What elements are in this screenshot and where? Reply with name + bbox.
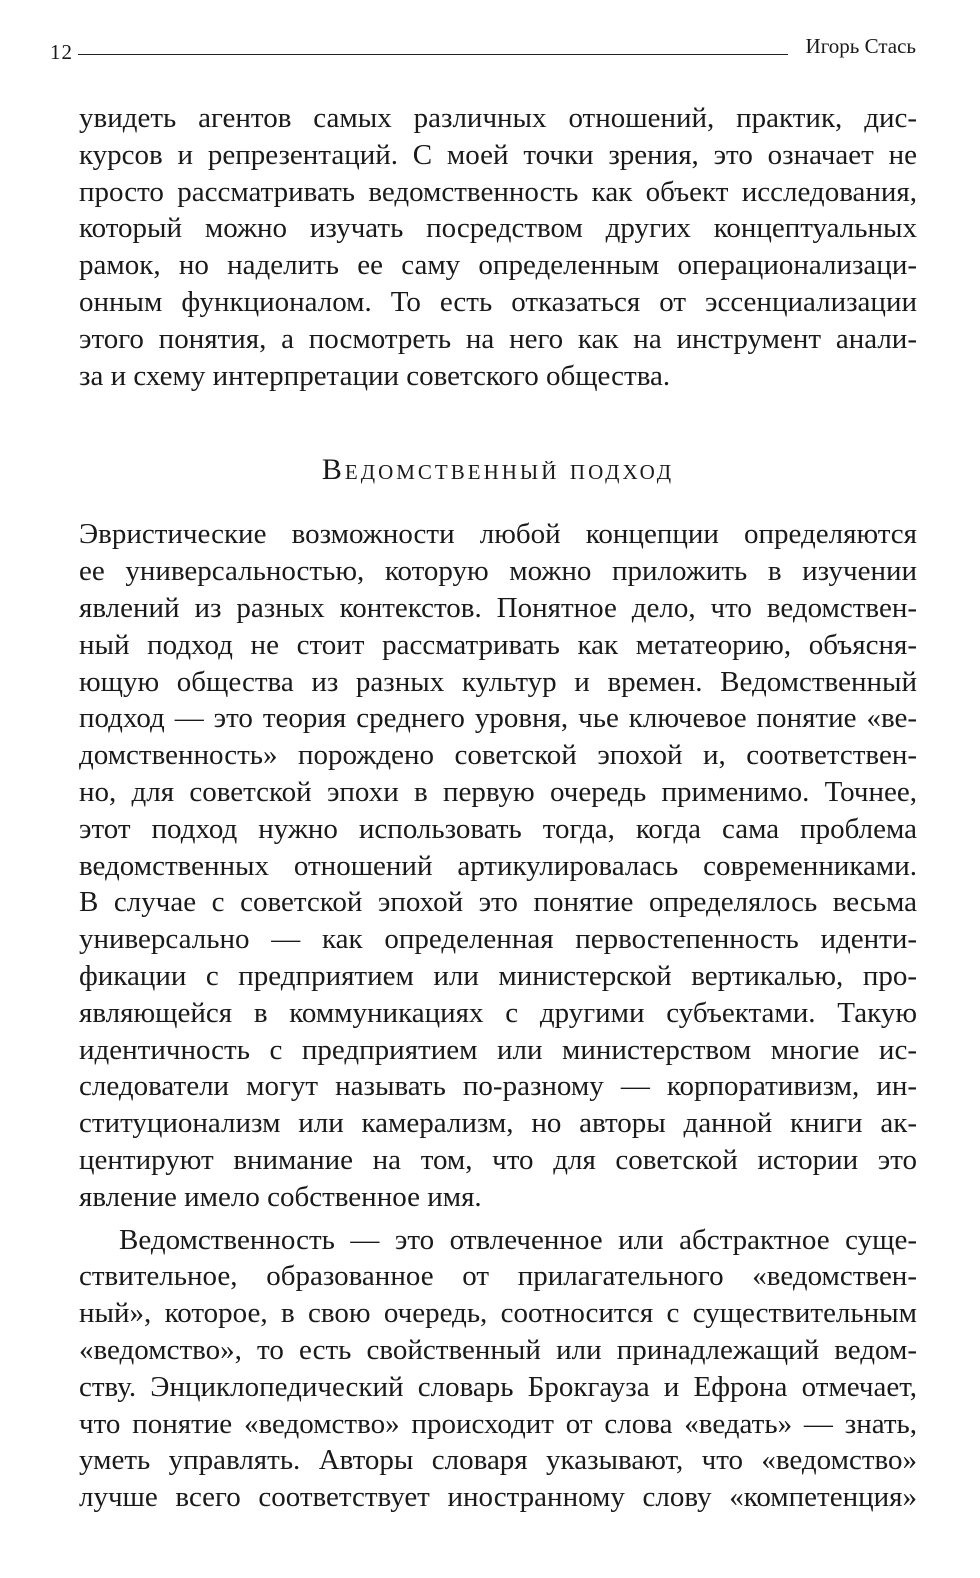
text-line: лучше всего соответствует иностранному слову «компетенция»	[79, 1481, 917, 1514]
text-line: за и схему интерпретации советского общества.	[79, 359, 671, 392]
text-line: онным функционалом. То есть отказаться от эссенциализации	[79, 285, 917, 318]
text-line: рамок, но наделить ее саму определенным операционализаци-	[79, 249, 917, 282]
text-line: центируют внимание на том, что для советской истории это	[79, 1143, 917, 1176]
text-line: ституционализм или камерализм, но авторы данной книги ак-	[79, 1107, 917, 1140]
text-line: который можно изучать посредством других концептуальных	[79, 212, 917, 245]
text-line: являющейся в коммуникациях с другими субъектами. Такую	[79, 996, 917, 1029]
text-line: ный подход не стоит рассматривать как метатеорию, объясня-	[79, 628, 917, 661]
text-line: ющую общества из разных культур и времен. Ведомственный	[79, 665, 917, 698]
text-line: фикации с предприятием или министерской вертикалью, про-	[79, 959, 917, 992]
text-line: просто рассматривать ведомственность как объект исследования,	[79, 175, 917, 208]
intro-paragraph	[79, 100, 917, 394]
text-line: подход — это теория среднего уровня, чье ключевое понятие «ве-	[79, 702, 917, 735]
header-rule	[78, 54, 788, 55]
text-line: универсально — как определенная первостепенность иденти-	[79, 923, 917, 956]
text-line: ведомственных отношений артикулировалась современниками.	[79, 849, 917, 882]
text-line: этот подход нужно использовать тогда, когда сама проблема	[79, 812, 917, 845]
text-line: явлений из разных контекстов. Понятное дело, что ведомствен-	[79, 591, 917, 624]
text-line: явление имело собственное имя.	[79, 1180, 482, 1213]
text-line: Эвристические возможности любой концепции определяются	[79, 518, 917, 551]
text-line: следователи могут называть по-разному — корпоративизм, ин-	[79, 1070, 917, 1103]
section-heading: Ведомственный подход	[321, 453, 675, 487]
text-line: домственность» порождено советской эпохой и, соответствен-	[79, 739, 917, 772]
text-line: ству. Энциклопедический словарь Брокгауза и Ефрона отмечает,	[79, 1370, 917, 1403]
text-line: идентичность с предприятием или министерством многие ис-	[79, 1033, 917, 1066]
text-line: ствительное, образованное от прилагательного «ведомствен-	[79, 1260, 917, 1293]
text-line: ее универсальностью, которую можно приложить в изучении	[79, 555, 917, 588]
text-line: уметь управлять. Авторы словаря указывают, что «ведомство»	[79, 1444, 917, 1477]
body-paragraph-2	[79, 1222, 917, 1516]
page-body	[79, 100, 917, 1516]
text-line: курсов и репрезентаций. С моей точки зрения, это означает не	[79, 138, 917, 171]
text-line: что понятие «ведомство» происходит от слова «ведать» — знать,	[79, 1407, 917, 1440]
page-number: 12	[50, 40, 73, 64]
text-line: Ведомственность — это отвлеченное или абстрактное суще-	[119, 1223, 917, 1256]
running-head	[50, 28, 916, 68]
running-head-author: Игорь Стась	[805, 34, 916, 58]
body-paragraph-1	[79, 516, 917, 1215]
text-line: В случае с советской эпохой это понятие определялось весьма	[79, 886, 917, 919]
text-line: но, для советской эпохи в первую очередь применимо. Точнее,	[79, 775, 917, 808]
text-line: ный», которое, в свою очередь, соотносится с существительным	[79, 1297, 917, 1330]
text-line: этого понятия, а посмотреть на него как на инструмент анали-	[79, 322, 917, 355]
text-line: увидеть агентов самых различных отношений, практик, дис-	[79, 102, 917, 134]
text-line: «ведомство», то есть свойственный или принадлежащий ведом-	[79, 1333, 917, 1366]
